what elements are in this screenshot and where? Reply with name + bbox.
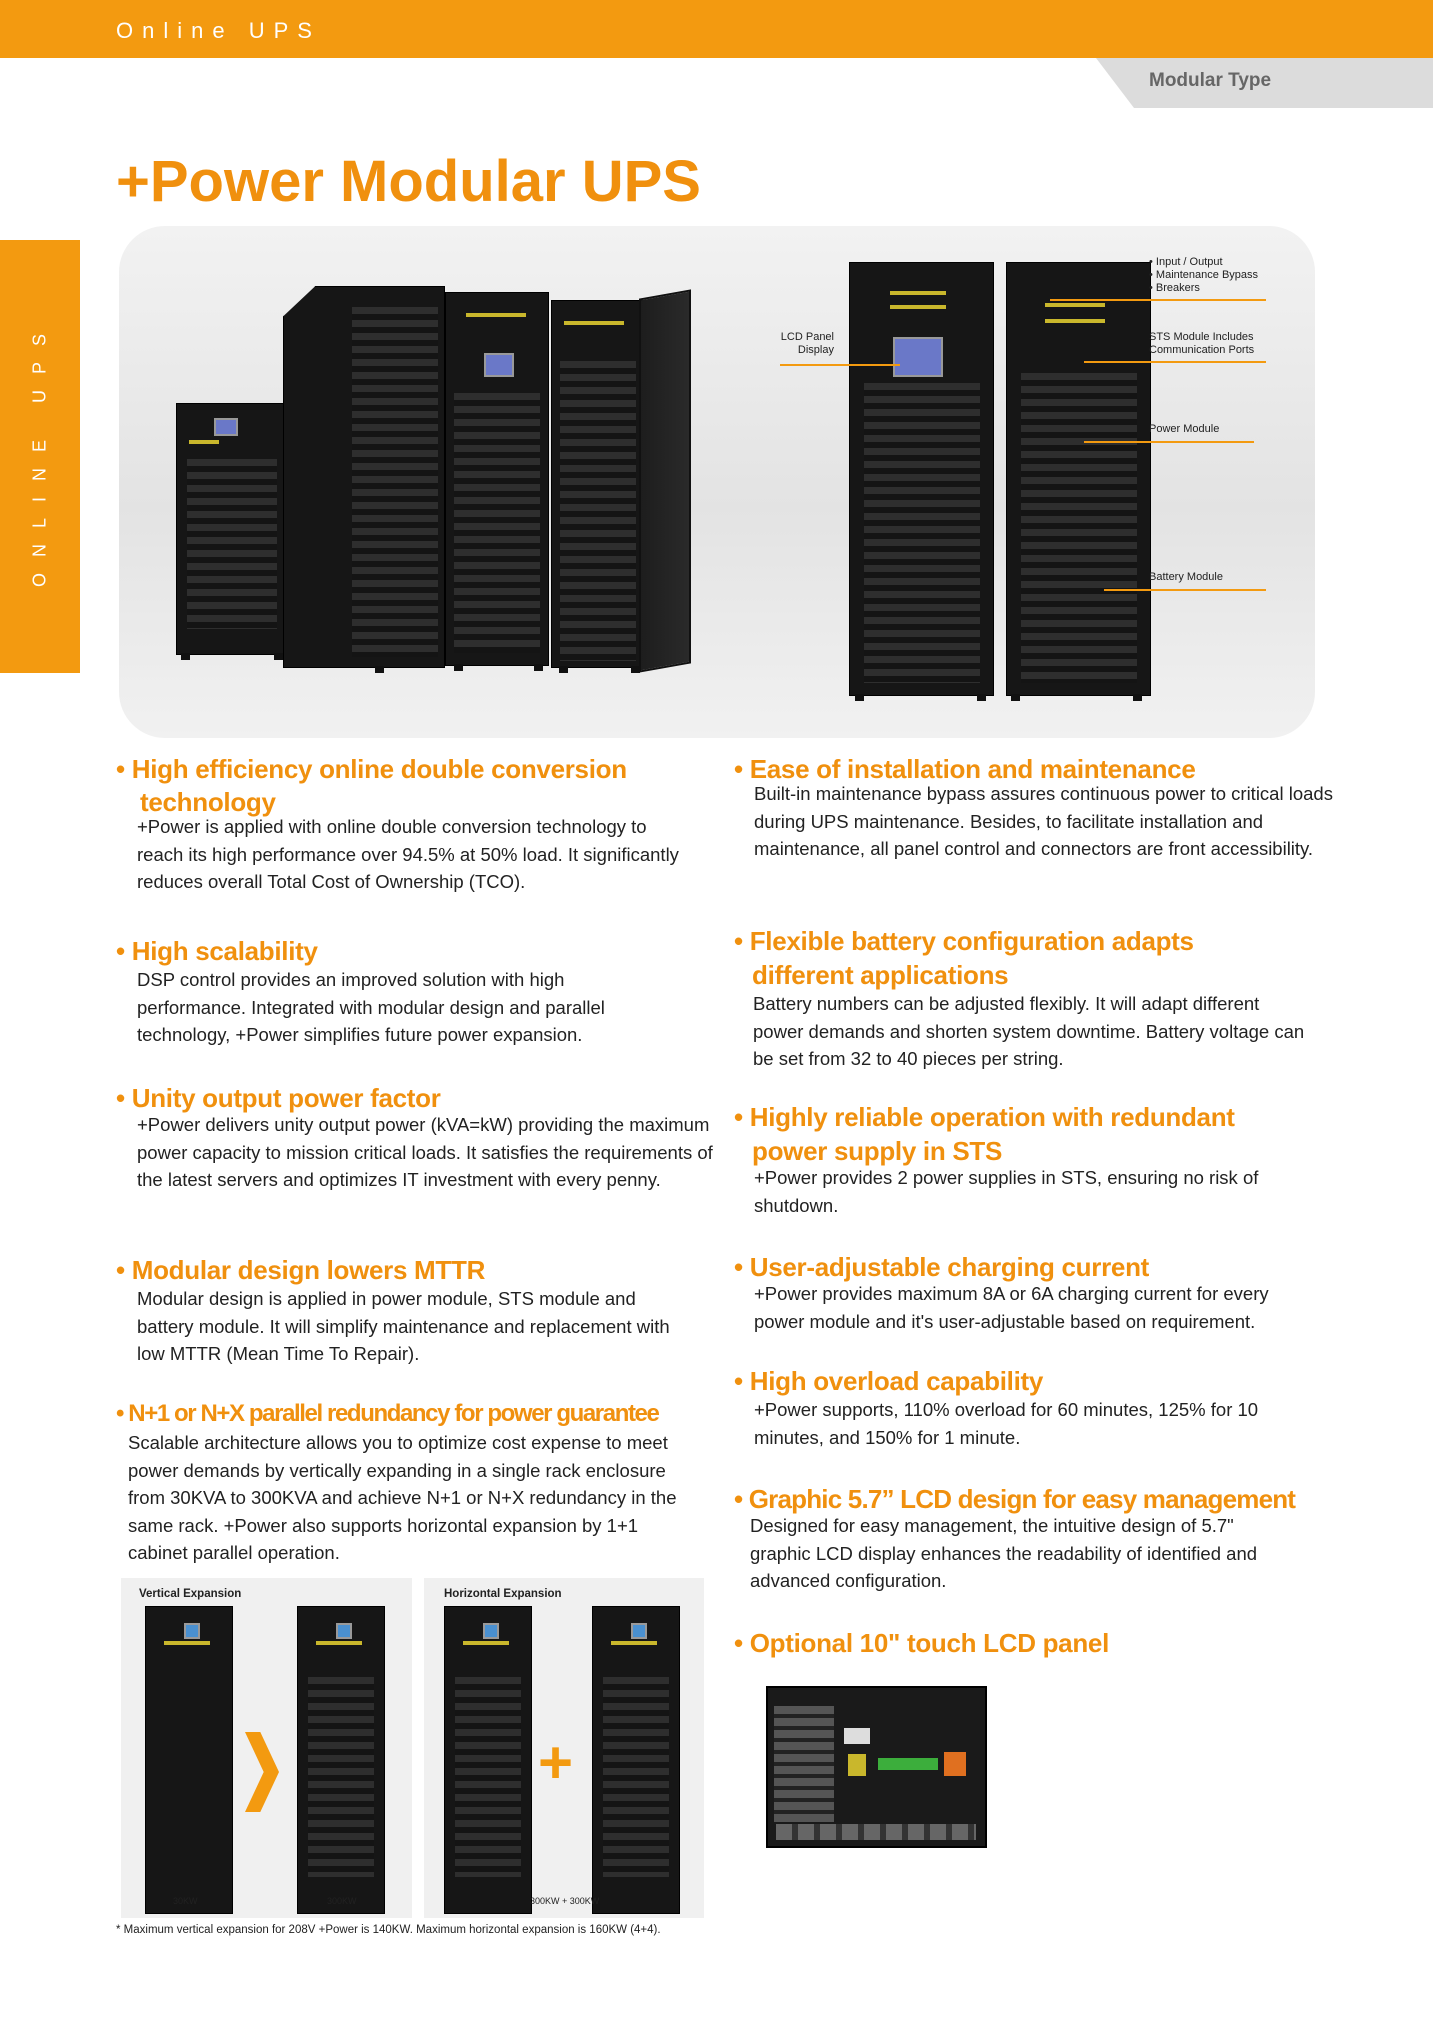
footnote: * Maximum vertical expansion for 208V +Power is 140KW. Maximum horizontal expansion is 160KW (4+4). (116, 1924, 661, 1936)
feature-heading: • High efficiency online double conversion (116, 754, 627, 784)
feature-lcd-design (734, 1482, 1354, 1595)
feature-scalability (116, 934, 706, 1049)
feature-heading: • Graphic 5.7” LCD design for easy management (734, 1484, 1296, 1514)
callout-io: • Input / Output (1149, 256, 1223, 268)
category-tab-label: Modular Type (1149, 70, 1272, 91)
vertical-expansion-label: Vertical Expansion (139, 1588, 242, 1600)
touch-lcd-screenshot (766, 1686, 987, 1848)
side-band-label: ONLINE UPS (29, 317, 50, 588)
callout-power: Power Module (1149, 423, 1220, 435)
callout-bypass: • Maintenance Bypass (1149, 269, 1259, 281)
feature-battery-config (734, 924, 1334, 1073)
feature-touch-panel (734, 1626, 1334, 1660)
horizontal-expansion-label: Horizontal Expansion (444, 1588, 562, 1600)
callout-breakers: • Breakers (1149, 282, 1200, 294)
feature-body: Built-in maintenance bypass assures continuous power to critical loads during UPS maintenance. Besides, to facilitate installation and maintenance, all panel control and connectors are front accessibility. (754, 783, 1333, 859)
callout-sts-1: STS Module Includes (1149, 331, 1254, 343)
feature-redundancy (116, 1397, 716, 1567)
feature-charging (734, 1250, 1334, 1335)
feature-heading: • Highly reliable operation with redundant (734, 1102, 1235, 1132)
feature-efficiency (116, 752, 706, 896)
feature-installation (734, 752, 1334, 863)
feature-heading-cont: different applications (752, 960, 1009, 990)
feature-body: Scalable architecture allows you to optimize cost expense to meet power demands by vertically expanding in a single rack enclosure from 30KVA to 300KVA and achieve N+1 or N+X redundancy in the same rack. +Power also supports horizontal expansion by 1+1 cabinet parallel operation. (128, 1432, 677, 1563)
feature-overload (734, 1364, 1334, 1451)
callout-lcd-2: Display (797, 344, 834, 356)
ups-cabinet-small (176, 403, 288, 655)
feature-heading: • Modular design lowers MTTR (116, 1255, 486, 1285)
plus-icon: + (538, 1729, 574, 1796)
horizontal-expansion-panel (424, 1578, 704, 1918)
feature-heading: • High scalability (116, 936, 318, 966)
product-hero-image (119, 226, 1315, 738)
vertical-expansion-panel (121, 1578, 412, 1918)
ups-front-cabinet (849, 262, 994, 696)
feature-body: +Power delivers unity output power (kVA=kW) providing the maximum power capacity to mission critical loads. It satisfies the requirements of the latest servers and optimizes IT investment with every penny. (137, 1114, 713, 1190)
callout-line-battery (1104, 589, 1266, 591)
callout-battery: Battery Module (1149, 571, 1223, 583)
feature-heading: • Optional 10" touch LCD panel (734, 1628, 1110, 1658)
feature-body: Modular design is applied in power module, STS module and battery module. It will simplify maintenance and replacement with low MTTR (Mean Time To Repair). (137, 1288, 670, 1364)
feature-heading-cont: power supply in STS (752, 1136, 1002, 1166)
callout-line-sts (1084, 361, 1266, 363)
feature-heading: • N+1 or N+X parallel redundancy for power guarantee (116, 1400, 659, 1427)
arrow-icon (245, 1732, 279, 1812)
caption-300kw-300kw: 300KW + 300KW (530, 1896, 600, 1906)
feature-body: Designed for easy management, the intuitive design of 5.7" graphic LCD display enhances the readability of identified and advanced configuration. (750, 1515, 1258, 1591)
ups-cabinet-tall (283, 286, 445, 668)
feature-body: Battery numbers can be adjusted flexibly. It will adapt different power demands and shorten system downtime. Battery voltage can be set from 32 to 40 pieces per string. (753, 993, 1305, 1069)
feature-sts-redundancy (734, 1100, 1334, 1219)
feature-heading: • Ease of installation and maintenance (734, 754, 1196, 784)
page-title: +Power Modular UPS (116, 149, 701, 214)
feature-heading: • High overload capability (734, 1366, 1044, 1396)
feature-mttr (116, 1253, 706, 1368)
feature-heading: • User-adjustable charging current (734, 1252, 1150, 1282)
feature-body: +Power supports, 110% overload for 60 minutes, 125% for 10 minutes, and 150% for 1 minute. (754, 1399, 1259, 1448)
ups-open-cabinet (1006, 262, 1151, 696)
feature-body: +Power is applied with online double conversion technology to reach its high performance over 94.5% at 50% load. It significantly reduces overall Total Cost of Ownership (TCO). (137, 816, 679, 892)
callout-line-io (1050, 299, 1266, 301)
cabinet-door (639, 289, 691, 672)
feature-body: DSP control provides an improved solution with high performance. Integrated with modular design and parallel technology, +Power simplifies future power expansion. (137, 969, 605, 1045)
feature-heading: • Unity output power factor (116, 1083, 441, 1113)
feature-heading: • Flexible battery configuration adapts (734, 926, 1194, 956)
ups-cabinet-open (551, 300, 645, 668)
callout-line-lcd (780, 364, 900, 366)
ups-cabinet-tall-2 (445, 292, 549, 666)
header-title: Online UPS (116, 18, 321, 43)
callout-line-power (1084, 441, 1254, 443)
feature-body: +Power provides 2 power supplies in STS, ensuring no risk of shutdown. (754, 1167, 1259, 1216)
lcd-panel (893, 337, 943, 377)
feature-power-factor (116, 1081, 716, 1194)
feature-body: +Power provides maximum 8A or 6A charging current for every power module and it's user-adjustable based on requirement. (754, 1283, 1269, 1332)
caption-300kw: 300KW (327, 1896, 357, 1906)
caption-30kw: 30KW (173, 1896, 198, 1906)
callout-lcd-1: LCD Panel (780, 331, 834, 343)
feature-heading-cont: technology (140, 787, 276, 817)
callout-sts-2: Communication Ports (1149, 344, 1255, 356)
